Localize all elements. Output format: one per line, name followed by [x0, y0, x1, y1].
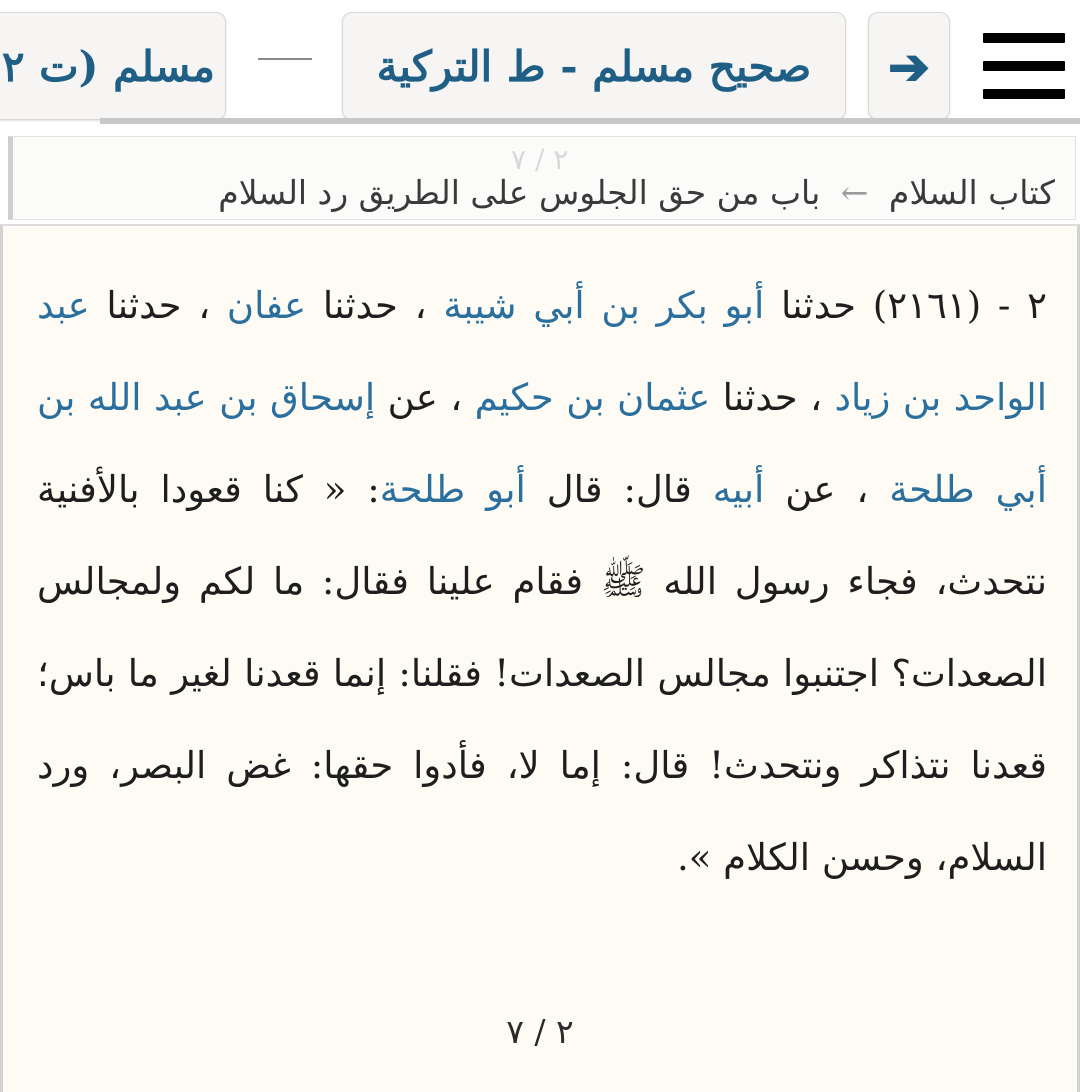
hadith-segment: ، حدثنا: [710, 376, 835, 419]
hadith-segment: ، حدثنا: [89, 284, 227, 327]
breadcrumb[interactable]: [8, 136, 1076, 220]
hadith-number: ٢ - (٢١٦١): [872, 284, 1048, 327]
breadcrumb-separator-icon: ←: [840, 173, 869, 212]
breadcrumb-bar: [0, 124, 1080, 222]
title-divider: [258, 58, 312, 60]
hadith-page: [0, 224, 1080, 1092]
narrator-link[interactable]: أبيه: [712, 468, 765, 511]
author-label: مسلم (ت ٢: [1, 41, 215, 91]
author-button[interactable]: [0, 12, 226, 120]
breadcrumb-chapter[interactable]: باب من حق الجلوس على الطريق رد السلام: [218, 173, 821, 212]
menu-button[interactable]: [968, 12, 1080, 120]
narrator-link[interactable]: عفان: [226, 284, 307, 327]
narrator-link[interactable]: أبو طلحة: [379, 468, 526, 511]
narrator-link[interactable]: عثمان بن حكيم: [474, 376, 711, 419]
breadcrumb-page-watermark: ٢ / ٧: [511, 143, 569, 176]
hadith-segment: حدثنا: [764, 284, 857, 327]
top-toolbar: [0, 0, 1080, 124]
page-number: ٢ / ٧: [506, 1012, 574, 1051]
hadith-segment: قال: قال: [525, 468, 713, 511]
hadith-text: [37, 260, 1047, 904]
hadith-segment: ، حدثنا: [306, 284, 444, 327]
breadcrumb-book[interactable]: كتاب السلام: [888, 173, 1055, 212]
back-button[interactable]: [868, 12, 950, 120]
narrator-link[interactable]: أبو بكر بن أبي شيبة: [443, 284, 765, 327]
book-title-button[interactable]: [342, 12, 846, 120]
narrator-link[interactable]: عبد الواحد بن زياد: [37, 284, 1047, 419]
breadcrumb-text: [218, 173, 1055, 212]
arrow-right-icon: ➔: [888, 36, 930, 96]
hadith-segment: : « كنا قعودا بالأفنية نتحدث، فجاء رسول الله ﷺ فقام علينا فقال: ما لكم ولمجالس الصعدات؟ اجتنبوا مجالس الصعدات! فقلنا: إنما قعدنا لغير ما باس؛ قعدنا نتذاكر ونتحدث! قال: إما لا، فأدوا حقها: غض البصر، ورد السلام، وحسن الكلام ».: [37, 468, 1047, 879]
hadith-segment: ، عن: [375, 376, 475, 419]
narrator-link[interactable]: إسحاق بن عبد الله بن أبي طلحة: [37, 376, 1047, 511]
hadith-segment: ، عن: [764, 468, 890, 511]
hamburger-menu-icon: [983, 33, 1065, 99]
book-title: صحيح مسلم - ط التركية: [376, 41, 812, 91]
